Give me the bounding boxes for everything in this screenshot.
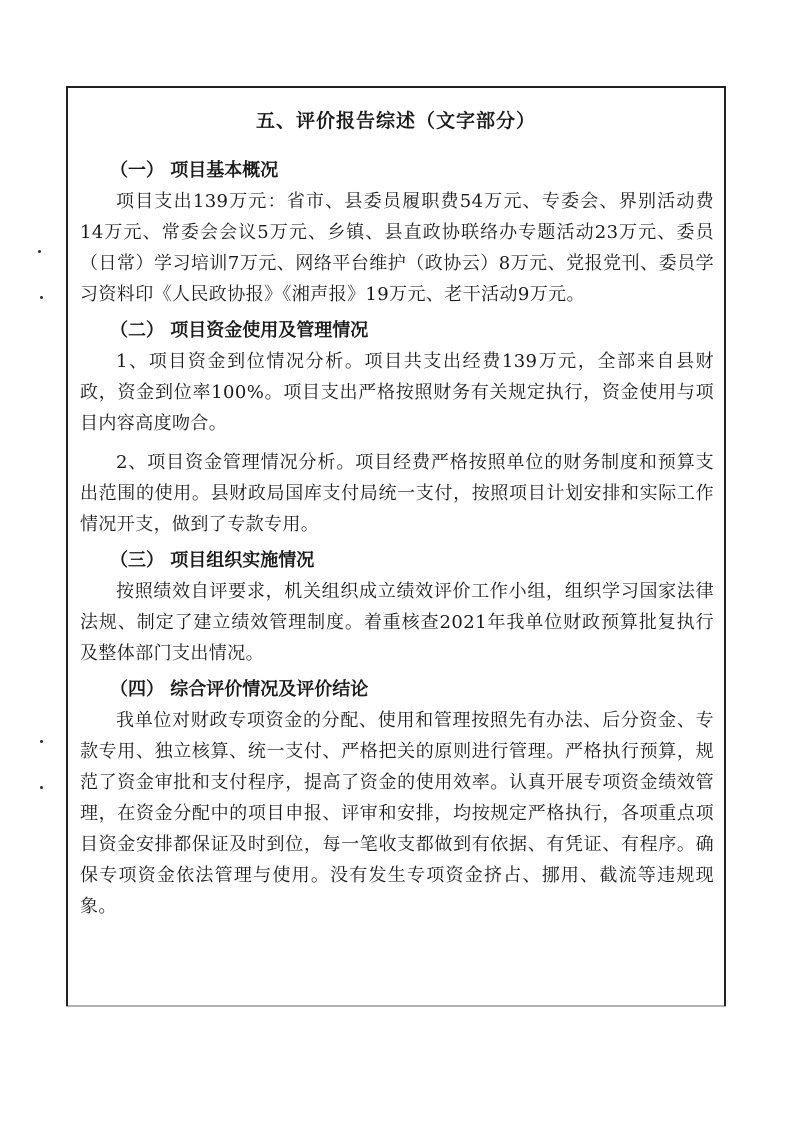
section-1 — [80, 156, 714, 310]
section-paragraph: 按照绩效自评要求，机关组织成立绩效评价工作小组，组织学习国家法律法规、制定了建立绩效管理制度。着重核查2021年我单位财政预算批复执行及整体部门支出情况。 — [80, 581, 714, 664]
section-paragraph: 我单位对财政专项资金的分配、使用和管理按照先有办法、后分资金、专款专用、独立核算、统一支付、严格把关的原则进行管理。严格执行预算，规范了资金审批和支付程序，提高了资金的使用效率。认真开展专项资金绩效管理，在资金分配中的项目申报、评审和安排，均按规定严格执行，各项重点项目资金安排都保证及时到位，每一笔收支都做到有依据、有凭证、有程序。确保专项资金依法管理与使用。没有发生专项资金挤占、挪用、截流等违规现象。 — [80, 710, 714, 917]
document-frame — [66, 86, 726, 1006]
frame-bottom-edge — [66, 1005, 726, 1007]
section-paragraph: 2、项目资金管理情况分析。项目经费严格按照单位的财务制度和预算支出范围的使用。县财政局国库支付局统一支付，按照项目计划安排和实际工作情况开支，做到了专款专用。 — [80, 452, 714, 535]
scan-speck — [40, 740, 43, 743]
document-body — [80, 150, 714, 922]
page-title: 五、评价报告综述（文字部分） — [255, 110, 536, 132]
scan-speck — [40, 296, 43, 299]
section-3 — [80, 546, 714, 669]
section-heading: （四） 综合评价情况及评价结论 — [110, 679, 369, 700]
section-2 — [80, 316, 714, 540]
section-paragraph: 项目支出139万元：省市、县委员履职费54万元、专委会、界别活动费14万元、常委会会议5万元、乡镇、县直政协联络办专题活动23万元、委员（日常）学习培训7万元、网络平台维护（政协云）8万元、党报党刊、委员学习资料印《人民政协报》《湘声报》19万元、老干活动9万元。 — [80, 191, 714, 305]
section-heading: （二） 项目资金使用及管理情况 — [110, 320, 369, 341]
scan-speck — [40, 786, 43, 789]
section-heading: （一） 项目基本概况 — [110, 160, 279, 181]
section-4 — [80, 675, 714, 922]
section-paragraph: 1、项目资金到位情况分析。项目共支出经费139万元，全部来自县财政，资金到位率100%。项目支出严格按照财务有关规定执行，资金使用与项目内容高度吻合。 — [80, 351, 714, 434]
scan-speck — [38, 250, 41, 253]
section-heading: （三） 项目组织实施情况 — [110, 550, 315, 571]
